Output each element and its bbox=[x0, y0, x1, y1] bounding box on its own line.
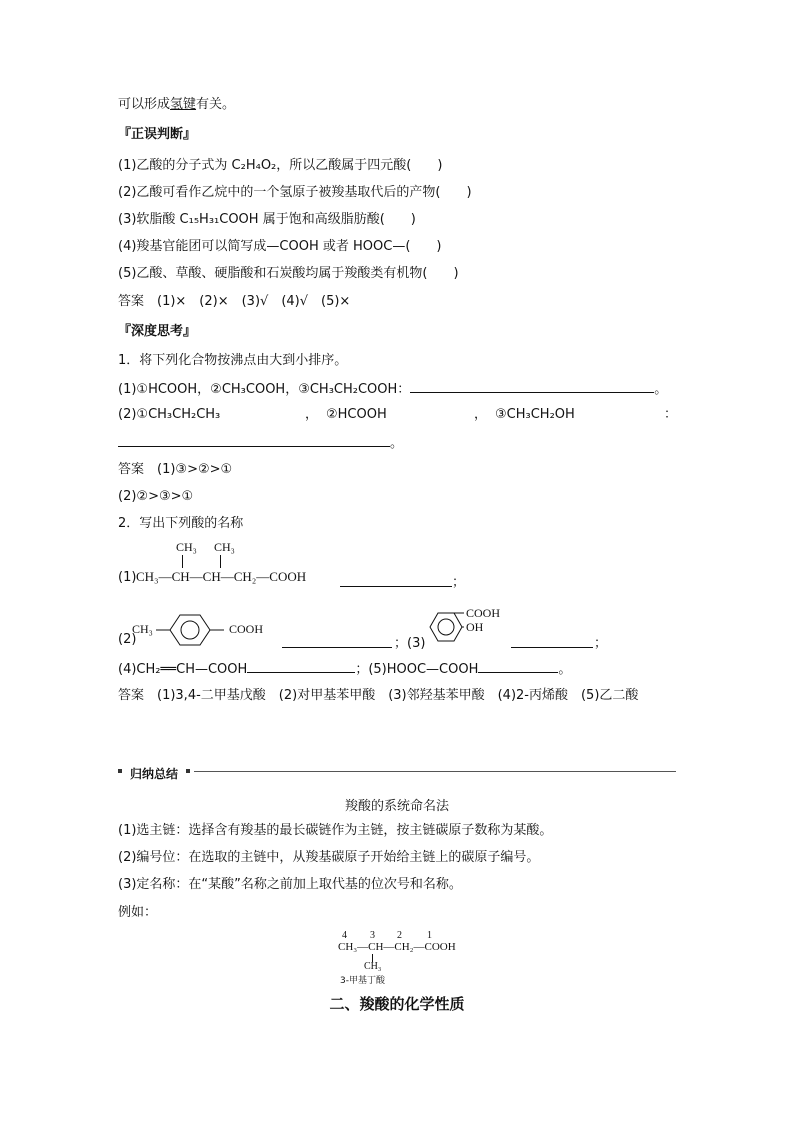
judge-item-5: (5)乙酸、草酸、硬脂酸和石炭酸均属于羧酸类有机物( ) bbox=[118, 266, 459, 281]
summary-title: 羧酸的系统命名法 bbox=[344, 799, 449, 814]
bar-marker bbox=[118, 769, 122, 773]
methyl-branch-1: CH₃ bbox=[176, 540, 197, 554]
carbon-number: 3 bbox=[370, 930, 375, 941]
bond-line bbox=[220, 555, 221, 568]
carbon-number: 1 bbox=[427, 930, 432, 941]
judge-item-1: (1)乙酸的分子式为 C₂H₄O₂，所以乙酸属于四元酸( ) bbox=[118, 158, 443, 173]
o-cooh-group: COOH bbox=[466, 606, 501, 620]
section-heading: 二、羧酸的化学性质 bbox=[329, 995, 465, 1013]
p-methyl-group: CH₃ bbox=[132, 622, 153, 636]
answer-blank[interactable] bbox=[118, 433, 390, 447]
q1-answer-1: 答案 (1)③>②>① bbox=[118, 462, 233, 477]
judge-answer: 答案 (1)× (2)× (3)√ (4)√ (5)× bbox=[118, 294, 351, 309]
judge-header: 『正误判断』 bbox=[118, 127, 197, 142]
example-branch: CH₃ bbox=[364, 961, 382, 972]
q1-part2-blank: 。 bbox=[118, 433, 403, 453]
judge-item-2: (2)乙酸可看作乙烷中的一个氢原子被羧基取代后的产物( ) bbox=[118, 185, 472, 200]
q1-answer-2: (2)②>③>① bbox=[118, 489, 194, 504]
carbon-number: 4 bbox=[342, 930, 347, 941]
intro-tail bbox=[118, 96, 235, 114]
q2-answer: 答案 (1)3,4-二甲基戊酸 (2)对甲基苯甲酸 (3)邻羟基苯甲酸 (4)2-丙烯酸 (5)乙二酸 bbox=[118, 688, 639, 703]
intro-text-end: 有关。 bbox=[196, 97, 236, 112]
summary-rule-1: (1)选主链：选择含有羧基的最长碳链作为主链，按主链碳原子数称为某酸。 bbox=[118, 823, 553, 838]
q1-stem: 1．将下列化合物按沸点由大到小排序。 bbox=[118, 353, 348, 368]
q1-part1: (1)①HCOOH，②CH₃COOH，③CH₃CH₂COOH： 。 bbox=[118, 379, 667, 399]
summary-rule-2: (2)编号位：在选取的主链中，从羧基碳原子开始给主链上的碳原子编号。 bbox=[118, 850, 540, 865]
answer-blank[interactable] bbox=[511, 634, 593, 648]
methyl-branch-2: CH₃ bbox=[214, 540, 235, 554]
q2-item-label-1: (1) bbox=[118, 570, 137, 585]
summary-rule-3: (3)定名称：在“某酸”名称之前加上取代基的位次号和名称。 bbox=[118, 877, 462, 892]
example-chain: CH₃—CH—CH₂—COOH bbox=[338, 941, 456, 953]
intro-keyword: 氢键 bbox=[170, 97, 197, 112]
benzene-ring-icon bbox=[156, 612, 236, 648]
q2-structures-2-3: (2) CH₃ COOH ；(3) COOH OH ； bbox=[118, 600, 618, 656]
example-structure bbox=[338, 930, 468, 986]
o-oh-group: OH bbox=[466, 620, 484, 634]
intro-text: 可以形成 bbox=[118, 97, 171, 112]
judge-item-4: (4)羧基官能团可以简写成—COOH 或者 HOOC—( ) bbox=[118, 239, 442, 254]
bar-marker bbox=[186, 769, 190, 773]
example-name: 3-甲基丁酸 bbox=[340, 976, 385, 986]
answer-blank[interactable] bbox=[478, 659, 558, 673]
answer-blank[interactable] bbox=[247, 659, 355, 673]
q2-item-label-2: (2) bbox=[118, 632, 137, 647]
summary-bar-title: 归纳总结 bbox=[130, 767, 179, 781]
divider bbox=[194, 771, 676, 772]
q2-items-4-5: (4)CH₂══CH—COOH ；(5)HOOC—COOH 。 bbox=[118, 659, 571, 679]
main-chain-1: CH₃—CH—CH—CH₂—COOH bbox=[136, 569, 307, 584]
q2-stem: 2．写出下列酸的名称 bbox=[118, 516, 244, 531]
answer-blank[interactable] bbox=[410, 379, 654, 393]
example-label: 例如： bbox=[118, 905, 158, 920]
answer-blank[interactable] bbox=[340, 573, 452, 587]
p-cooh-group: COOH bbox=[229, 622, 264, 636]
judge-item-3: (3)软脂酸 C₁₅H₃₁COOH 属于饱和高级脂肪酸( ) bbox=[118, 212, 416, 227]
benzene-ring-icon bbox=[422, 602, 472, 652]
summary-bar bbox=[118, 765, 676, 779]
bond-line bbox=[182, 555, 183, 568]
carbon-number: 2 bbox=[397, 930, 402, 941]
think-header: 『深度思考』 bbox=[118, 324, 197, 339]
q1-part2: (2)①CH₃CH₂CH₃ ， ②HCOOH ， ③CH₃CH₂OH ： bbox=[118, 407, 678, 422]
q2-structure-1: CH₃ CH₃ (1) CH₃—CH—CH—CH₂—COOH ； bbox=[118, 540, 466, 590]
answer-blank[interactable] bbox=[282, 634, 392, 648]
